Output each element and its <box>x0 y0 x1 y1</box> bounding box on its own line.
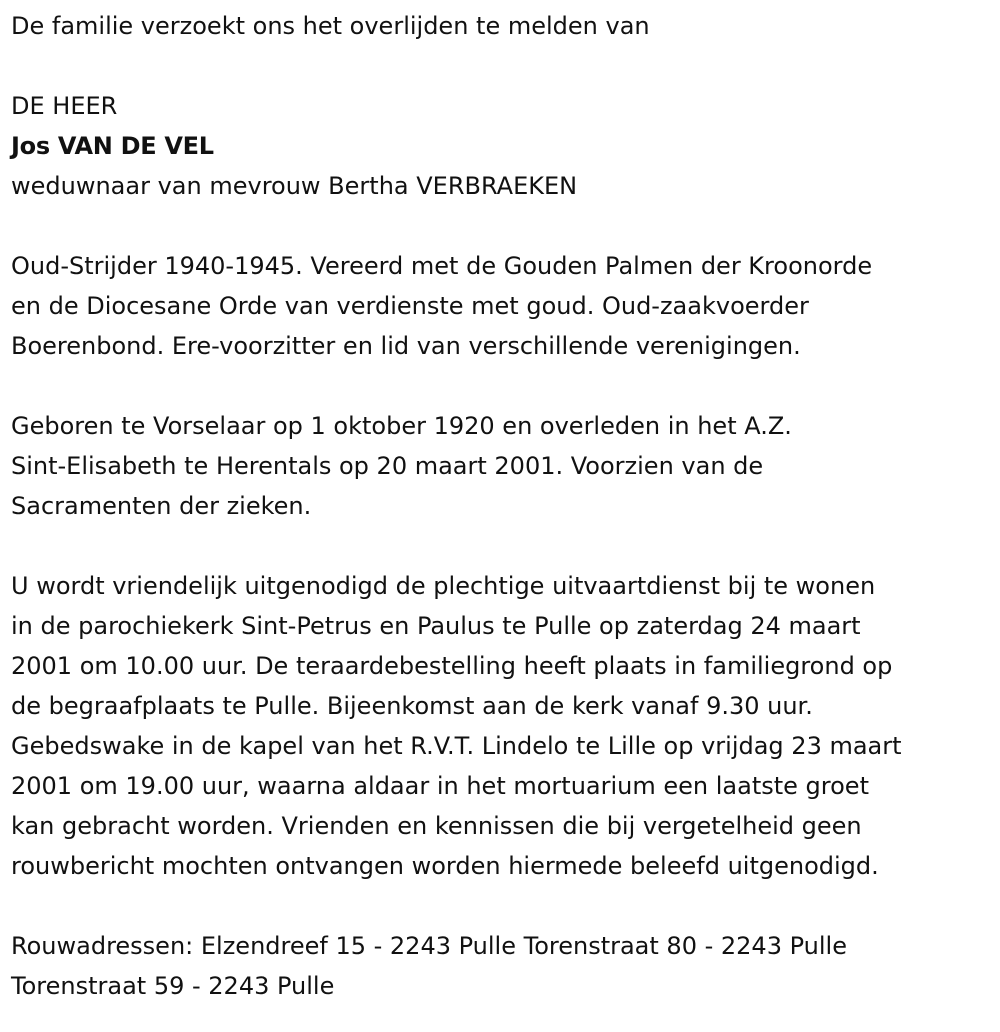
paragraph-line: Boerenbond. Ere-voorzitter en lid van verschillende verenigingen. <box>11 332 801 360</box>
paragraph-line: Torenstraat 59 - 2243 Pulle <box>11 972 335 1000</box>
paragraph-line: Sint-Elisabeth te Herentals op 20 maart 2001. Voorzien van de <box>11 452 764 480</box>
intro-text: De familie verzoekt ons het overlijden te melden van <box>11 12 650 40</box>
spouse-line: weduwnaar van mevrouw Bertha VERBRAEKEN <box>11 172 578 200</box>
paragraph-line: in de parochiekerk Sint-Petrus en Paulus te Pulle op zaterdag 24 maart <box>11 612 861 640</box>
deceased-title: DE HEER <box>11 92 118 120</box>
paragraph-line: en de Diocesane Orde van verdienste met goud. Oud-zaakvoerder <box>11 292 809 320</box>
obituary-notice <box>11 6 996 1006</box>
paragraph-line: 2001 om 19.00 uur, waarna aldaar in het mortuarium een laatste groet <box>11 772 869 800</box>
paragraph-line: Sacramenten der zieken. <box>11 492 312 520</box>
paragraph-line: Oud-Strijder 1940-1945. Vereerd met de Gouden Palmen der Kroonorde <box>11 252 873 280</box>
paragraph-line: 2001 om 10.00 uur. De teraardebestelling heeft plaats in familiegrond op <box>11 652 893 680</box>
paragraph-line: rouwbericht mochten ontvangen worden hiermede beleefd uitgenodigd. <box>11 852 879 880</box>
paragraph-line: Rouwadressen: Elzendreef 15 - 2243 Pulle Torenstraat 80 - 2243 Pulle <box>11 932 847 960</box>
spacer <box>11 46 996 86</box>
addresses-paragraph <box>11 926 996 1006</box>
spacer <box>11 366 996 406</box>
paragraph-line: U wordt vriendelijk uitgenodigd de plechtige uitvaartdienst bij te wonen <box>11 572 876 600</box>
life-paragraph <box>11 406 996 526</box>
funeral-paragraph <box>11 566 996 886</box>
spacer <box>11 206 996 246</box>
honors-paragraph <box>11 246 996 366</box>
spacer <box>11 526 996 566</box>
paragraph-line: Geboren te Vorselaar op 1 oktober 1920 en overleden in het A.Z. <box>11 412 792 440</box>
spacer <box>11 886 996 926</box>
paragraph-line: de begraafplaats te Pulle. Bijeenkomst aan de kerk vanaf 9.30 uur. <box>11 692 813 720</box>
paragraph-line: Gebedswake in de kapel van het R.V.T. Lindelo te Lille op vrijdag 23 maart <box>11 732 902 760</box>
deceased-name: Jos VAN DE VEL <box>11 132 214 160</box>
paragraph-line: kan gebracht worden. Vrienden en kennissen die bij vergetelheid geen <box>11 812 862 840</box>
